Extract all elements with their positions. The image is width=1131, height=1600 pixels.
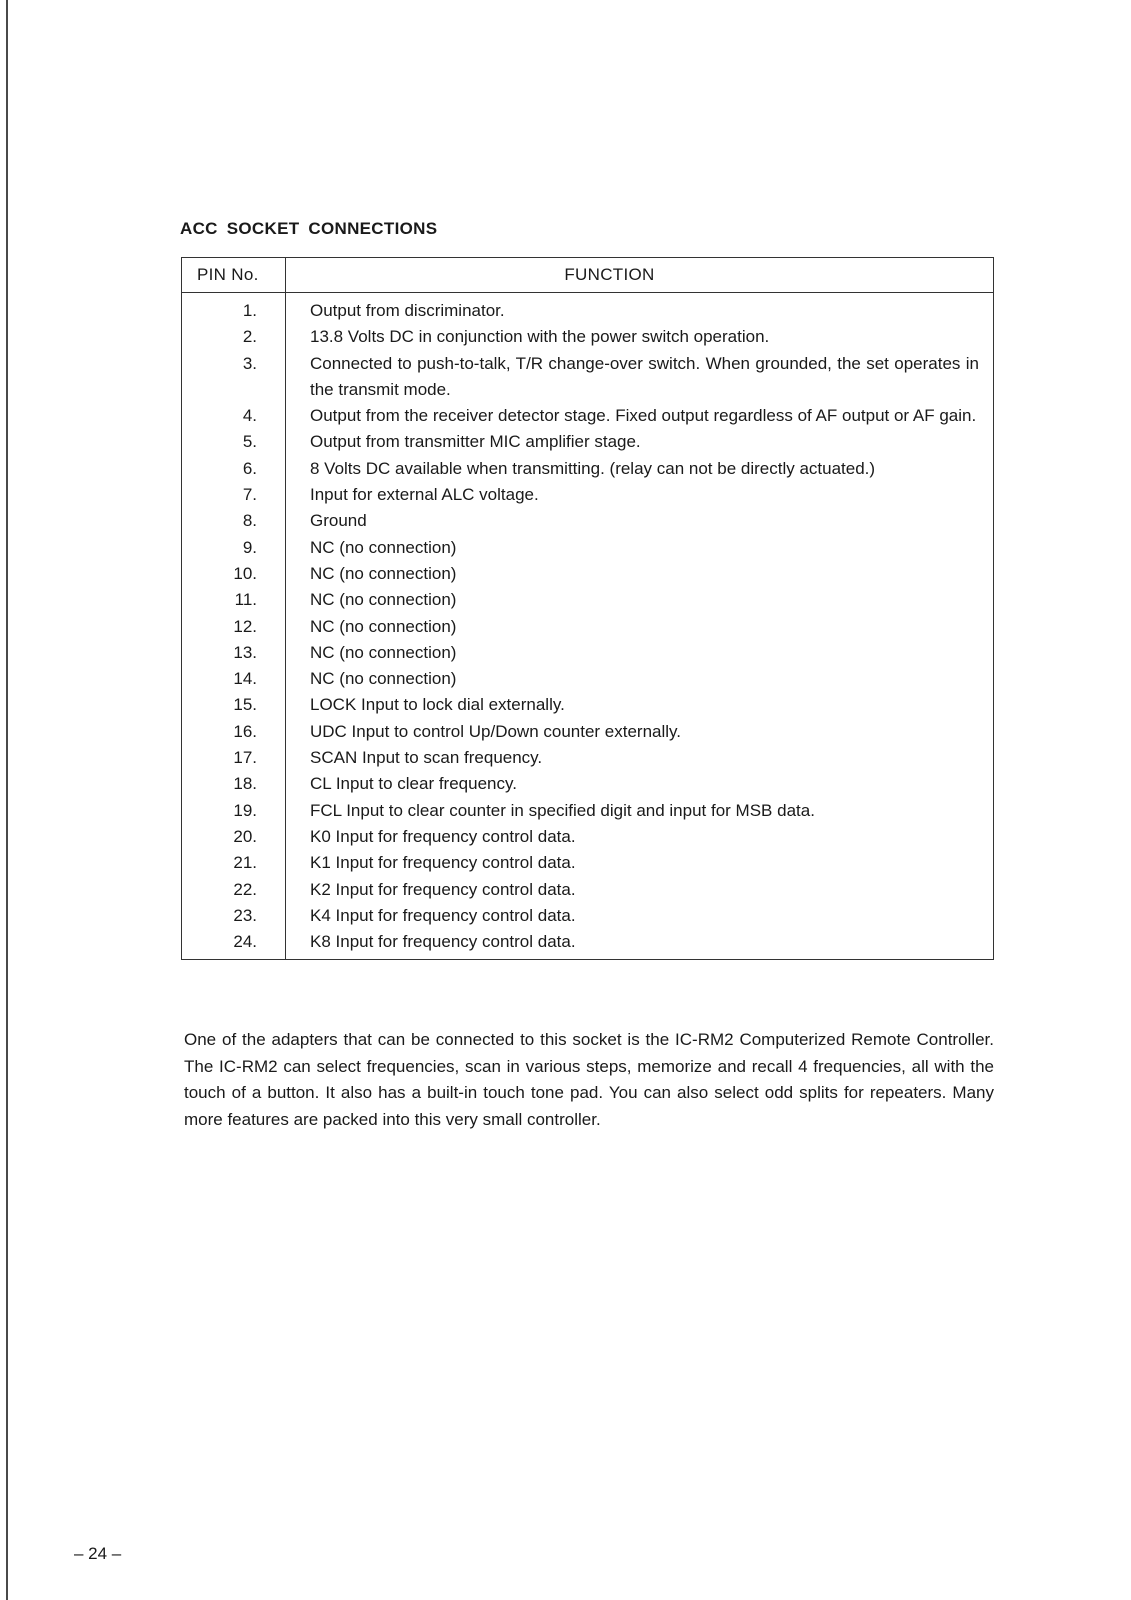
pin-number-cell: 15. [182,692,286,718]
function-cell: 13.8 Volts DC in conjunction with the power switch operation. [310,327,770,347]
pin-number-cell: 6. [182,456,286,482]
function-cell: Connected to push-to-talk, T/R change-over switch. When grounded, the set operates in the transmit mode. [310,353,979,399]
table-row [182,587,994,613]
table-row [182,456,994,482]
pin-number-cell: 9. [182,535,286,561]
table-row [182,640,994,666]
function-cell: Input for external ALC voltage. [310,485,539,505]
table-row [182,535,994,561]
table-row [182,798,994,824]
table-row [182,877,994,903]
table-row [182,719,994,745]
function-cell: LOCK Input to lock dial externally. [310,695,565,715]
function-cell: Output from discriminator. [310,301,505,320]
table-row [182,692,994,718]
function-cell: K2 Input for frequency control data. [310,879,576,899]
table-row [182,903,994,929]
pin-number-cell: 5. [182,429,286,455]
pin-number-cell: 19. [182,798,286,824]
pin-number-cell: 18. [182,771,286,797]
function-cell: UDC Input to control Up/Down counter externally. [310,721,682,741]
pin-number-cell: 23. [182,903,286,929]
pin-number-cell: 10. [182,561,286,587]
pin-number-cell: 16. [182,719,286,745]
table-row [182,429,994,455]
function-cell: FCL Input to clear counter in specified digit and input for MSB data. [310,800,815,820]
pin-number-cell: 24. [182,929,286,960]
function-cell: NC (no connection) [310,563,457,583]
table-row [182,745,994,771]
function-cell: Output from the receiver detector stage. Fixed output regardless of AF output or AF gain. [310,406,977,426]
pin-number-cell: 3. [182,351,286,404]
table-row [182,561,994,587]
table-row [182,614,994,640]
function-cell: 8 Volts DC available when transmitting. (relay can not be directly actuated.) [310,458,876,478]
pin-number-cell: 22. [182,877,286,903]
function-cell: NC (no connection) [310,642,457,662]
table-row [182,482,994,508]
page-heading: ACC SOCKET CONNECTIONS [180,219,438,238]
function-cell: NC (no connection) [310,537,457,557]
table-row [182,666,994,692]
pin-number-cell: 14. [182,666,286,692]
table-header-row [182,258,994,293]
acc-socket-table [181,257,994,960]
pin-number-cell: 8. [182,508,286,534]
table-row [182,824,994,850]
function-cell: CL Input to clear frequency. [310,774,517,794]
table-row [182,403,994,429]
pin-number-cell: 17. [182,745,286,771]
function-cell: K1 Input for frequency control data. [310,853,576,873]
pin-number-cell: 20. [182,824,286,850]
table-row [182,293,994,325]
function-cell: Ground [310,511,367,531]
pin-number-cell: 13. [182,640,286,666]
page-number: – 24 – [74,1544,122,1563]
pin-column-header: PIN No. [182,258,286,293]
table-row [182,771,994,797]
function-cell: NC (no connection) [310,616,457,636]
page-binding-line [6,0,8,1600]
function-cell: NC (no connection) [310,669,457,689]
function-column-header: FUNCTION [286,258,994,293]
pin-number-cell: 4. [182,403,286,429]
pin-number-cell: 12. [182,614,286,640]
table-row [182,324,994,350]
pin-number-cell: 7. [182,482,286,508]
description-paragraph: One of the adapters that can be connected to this socket is the IC-RM2 Computerized Remote Controller. The IC-RM2 can select frequencies, scan in various steps, memorize and recall 4 frequencies, all with the touch of a button. It also has a built-in touch tone pad. You can also select odd splits for repeaters. Many more features are packed into this very small controller. [184,1030,994,1129]
pin-number-cell: 1. [182,293,286,325]
table-row [182,351,994,404]
table-row [182,929,994,960]
pin-number-cell: 2. [182,324,286,350]
pin-number-cell: 11. [182,587,286,613]
function-cell: NC (no connection) [310,590,457,610]
pin-number-cell: 21. [182,850,286,876]
function-cell: K8 Input for frequency control data. [310,932,576,952]
function-cell: K4 Input for frequency control data. [310,905,576,925]
function-cell: Output from transmitter MIC amplifier stage. [310,432,641,452]
table-row [182,850,994,876]
table-row [182,508,994,534]
function-cell: SCAN Input to scan frequency. [310,748,543,768]
table-body [182,293,994,960]
function-cell: K0 Input for frequency control data. [310,826,576,846]
